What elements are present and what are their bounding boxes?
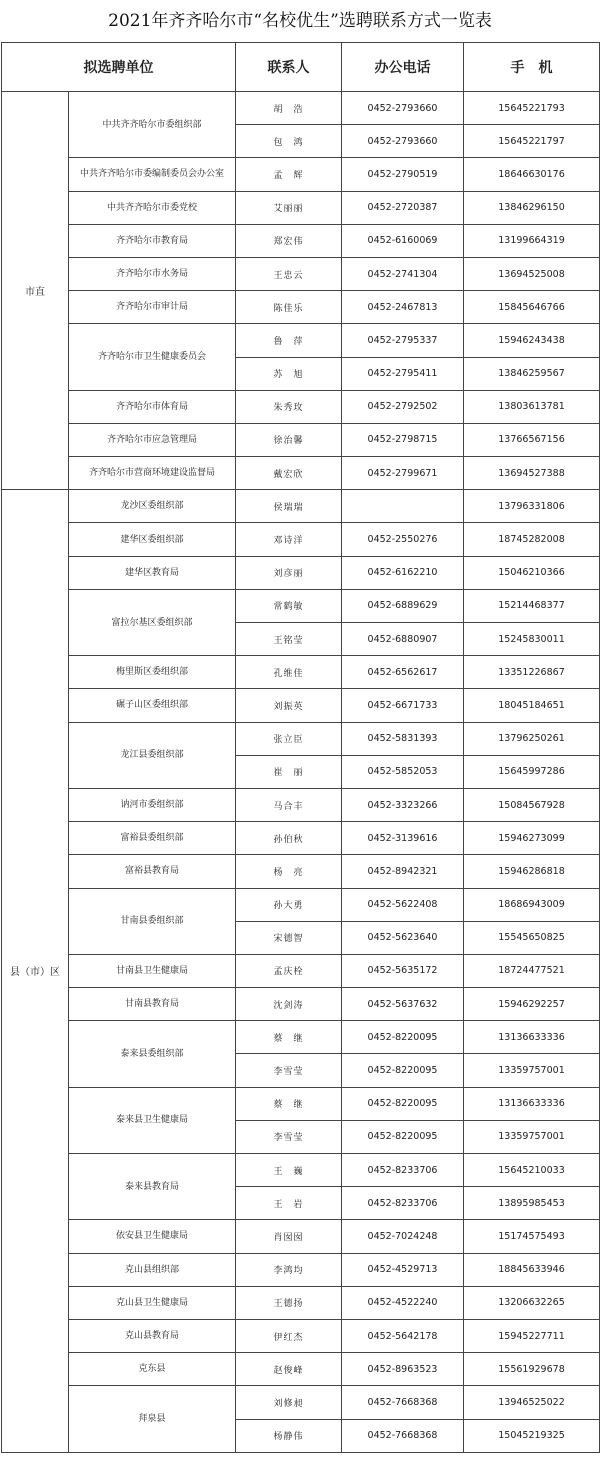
contact-person-cell: 孟庆栓 bbox=[236, 954, 342, 987]
contact-table bbox=[1, 42, 600, 1453]
office-phone-cell: 0452-2798715 bbox=[342, 423, 464, 456]
mobile-cell: 13796250261 bbox=[464, 722, 600, 755]
contact-person-cell: 沈剑涛 bbox=[236, 988, 342, 1021]
contact-person-cell: 郑宏伟 bbox=[236, 224, 342, 257]
unit-cell: 克山县卫生健康局 bbox=[69, 1286, 236, 1319]
office-phone-cell: 0452-2793660 bbox=[342, 92, 464, 125]
header-mobile: 手 机 bbox=[464, 43, 600, 92]
table-row bbox=[2, 390, 600, 423]
office-phone-cell: 0452-5637632 bbox=[342, 988, 464, 1021]
mobile-cell: 18845633946 bbox=[464, 1253, 600, 1286]
unit-cell: 泰来县委组织部 bbox=[69, 1021, 236, 1087]
mobile-cell: 13199664319 bbox=[464, 224, 600, 257]
mobile-cell: 15561929678 bbox=[464, 1353, 600, 1386]
mobile-cell: 15946292257 bbox=[464, 988, 600, 1021]
office-phone-cell: 0452-3323266 bbox=[342, 788, 464, 821]
office-phone-cell: 0452-6160069 bbox=[342, 224, 464, 257]
contact-person-cell: 李雪莹 bbox=[236, 1054, 342, 1087]
contact-person-cell: 王 岩 bbox=[236, 1187, 342, 1220]
mobile-cell: 15946243438 bbox=[464, 324, 600, 357]
office-phone-cell: 0452-2792502 bbox=[342, 390, 464, 423]
table-row bbox=[2, 1386, 600, 1419]
mobile-cell: 13766567156 bbox=[464, 423, 600, 456]
table-row bbox=[2, 1021, 600, 1054]
office-phone-cell: 0452-7668368 bbox=[342, 1419, 464, 1452]
unit-cell: 甘南县委组织部 bbox=[69, 888, 236, 954]
unit-cell: 富裕县教育局 bbox=[69, 855, 236, 888]
table-row bbox=[2, 523, 600, 556]
mobile-cell: 15245830011 bbox=[464, 623, 600, 656]
header-office-phone: 办公电话 bbox=[342, 43, 464, 92]
contact-person-cell: 杨 亮 bbox=[236, 855, 342, 888]
office-phone-cell: 0452-7668368 bbox=[342, 1386, 464, 1419]
table-row bbox=[2, 92, 600, 125]
mobile-cell: 15645997286 bbox=[464, 755, 600, 788]
unit-cell: 龙江县委组织部 bbox=[69, 722, 236, 788]
contact-person-cell: 侯瑞瑞 bbox=[236, 490, 342, 523]
mobile-cell: 15845646766 bbox=[464, 291, 600, 324]
table-body bbox=[2, 92, 600, 1453]
contact-person-cell: 肖囡囡 bbox=[236, 1220, 342, 1253]
office-phone-cell: 0452-2550276 bbox=[342, 523, 464, 556]
office-phone-cell: 0452-2790519 bbox=[342, 158, 464, 191]
contact-person-cell: 王 巍 bbox=[236, 1154, 342, 1187]
contact-person-cell: 崔 丽 bbox=[236, 755, 342, 788]
unit-cell: 泰来县教育局 bbox=[69, 1154, 236, 1220]
office-phone-cell: 0452-8220095 bbox=[342, 1087, 464, 1120]
office-phone-cell: 0452-6880907 bbox=[342, 623, 464, 656]
table-row bbox=[2, 291, 600, 324]
unit-cell: 建华区委组织部 bbox=[69, 523, 236, 556]
mobile-cell: 13946525022 bbox=[464, 1386, 600, 1419]
unit-cell: 中共齐齐哈尔市委组织部 bbox=[69, 92, 236, 158]
mobile-cell: 15945227711 bbox=[464, 1319, 600, 1352]
table-row bbox=[2, 988, 600, 1021]
mobile-cell: 13351226867 bbox=[464, 656, 600, 689]
contact-person-cell: 胡 浩 bbox=[236, 92, 342, 125]
mobile-cell: 13206632265 bbox=[464, 1286, 600, 1319]
contact-person-cell: 张立臣 bbox=[236, 722, 342, 755]
office-phone-cell: 0452-2720387 bbox=[342, 191, 464, 224]
office-phone-cell: 0452-5852053 bbox=[342, 755, 464, 788]
unit-cell: 克东县 bbox=[69, 1353, 236, 1386]
table-row bbox=[2, 324, 600, 357]
unit-cell: 建华区教育局 bbox=[69, 556, 236, 589]
mobile-cell: 15645210033 bbox=[464, 1154, 600, 1187]
mobile-cell: 13136633336 bbox=[464, 1087, 600, 1120]
contact-person-cell: 徐治馨 bbox=[236, 423, 342, 456]
table-row bbox=[2, 822, 600, 855]
contact-person-cell: 孟 辉 bbox=[236, 158, 342, 191]
unit-cell: 富裕县委组织部 bbox=[69, 822, 236, 855]
office-phone-cell: 0452-8220095 bbox=[342, 1054, 464, 1087]
contact-person-cell: 陈佳乐 bbox=[236, 291, 342, 324]
contact-person-cell: 朱秀玫 bbox=[236, 390, 342, 423]
office-phone-cell: 0452-5635172 bbox=[342, 954, 464, 987]
contact-person-cell: 艾丽丽 bbox=[236, 191, 342, 224]
table-row bbox=[2, 888, 600, 921]
contact-person-cell: 孙伯秋 bbox=[236, 822, 342, 855]
unit-cell: 拜泉县 bbox=[69, 1386, 236, 1452]
unit-cell: 齐齐哈尔市教育局 bbox=[69, 224, 236, 257]
table-row bbox=[2, 722, 600, 755]
contact-person-cell: 宋德智 bbox=[236, 921, 342, 954]
office-phone-cell: 0452-8220095 bbox=[342, 1021, 464, 1054]
mobile-cell: 15545650825 bbox=[464, 921, 600, 954]
table-row bbox=[2, 1154, 600, 1187]
contact-person-cell: 杨静伟 bbox=[236, 1419, 342, 1452]
office-phone-cell: 0452-5831393 bbox=[342, 722, 464, 755]
table-row bbox=[2, 589, 600, 622]
table-row bbox=[2, 224, 600, 257]
office-phone-cell: 0452-6562617 bbox=[342, 656, 464, 689]
contact-person-cell: 刘修昶 bbox=[236, 1386, 342, 1419]
table-row bbox=[2, 490, 600, 523]
mobile-cell: 13359757001 bbox=[464, 1054, 600, 1087]
contact-person-cell: 伊红杰 bbox=[236, 1319, 342, 1352]
unit-cell: 齐齐哈尔市体育局 bbox=[69, 390, 236, 423]
mobile-cell: 15174575493 bbox=[464, 1220, 600, 1253]
contact-person-cell: 马合丰 bbox=[236, 788, 342, 821]
contact-person-cell: 王德扬 bbox=[236, 1286, 342, 1319]
table-row bbox=[2, 191, 600, 224]
contact-person-cell: 李鸿均 bbox=[236, 1253, 342, 1286]
office-phone-cell: 0452-2741304 bbox=[342, 257, 464, 290]
office-phone-cell: 0452-7024248 bbox=[342, 1220, 464, 1253]
office-phone-cell: 0452-2467813 bbox=[342, 291, 464, 324]
page-title: 2021年齐齐哈尔市“名校优生”选聘联系方式一览表 bbox=[108, 11, 492, 31]
region-cell: 县（市）区 bbox=[2, 490, 69, 1452]
unit-cell: 甘南县教育局 bbox=[69, 988, 236, 1021]
contact-person-cell: 戴宏欣 bbox=[236, 457, 342, 490]
office-phone-cell: 0452-8233706 bbox=[342, 1187, 464, 1220]
office-phone-cell: 0452-8233706 bbox=[342, 1154, 464, 1187]
unit-cell: 中共齐齐哈尔市委党校 bbox=[69, 191, 236, 224]
office-phone-cell: 0452-2793660 bbox=[342, 125, 464, 158]
mobile-cell: 15214468377 bbox=[464, 589, 600, 622]
office-phone-cell: 0452-8942321 bbox=[342, 855, 464, 888]
contact-person-cell: 苏 旭 bbox=[236, 357, 342, 390]
table-row bbox=[2, 1286, 600, 1319]
unit-cell: 齐齐哈尔市审计局 bbox=[69, 291, 236, 324]
table-row bbox=[2, 158, 600, 191]
contact-person-cell: 李雪莹 bbox=[236, 1120, 342, 1153]
contact-person-cell: 孙大勇 bbox=[236, 888, 342, 921]
mobile-cell: 18045184651 bbox=[464, 689, 600, 722]
office-phone-cell: 0452-8963523 bbox=[342, 1353, 464, 1386]
office-phone-cell: 0452-4522240 bbox=[342, 1286, 464, 1319]
table-row bbox=[2, 556, 600, 589]
table-row bbox=[2, 1319, 600, 1352]
table-row bbox=[2, 1220, 600, 1253]
office-phone-cell: 0452-3139616 bbox=[342, 822, 464, 855]
mobile-cell: 13846259567 bbox=[464, 357, 600, 390]
contact-person-cell: 王忠云 bbox=[236, 257, 342, 290]
mobile-cell: 13803613781 bbox=[464, 390, 600, 423]
table-row bbox=[2, 954, 600, 987]
mobile-cell: 13694527388 bbox=[464, 457, 600, 490]
table-header-row bbox=[2, 43, 600, 92]
unit-cell: 齐齐哈尔市卫生健康委员会 bbox=[69, 324, 236, 390]
header-unit: 拟选聘单位 bbox=[2, 43, 236, 92]
unit-cell: 克山县教育局 bbox=[69, 1319, 236, 1352]
mobile-cell: 15946286818 bbox=[464, 855, 600, 888]
contact-person-cell: 蔡 继 bbox=[236, 1087, 342, 1120]
office-phone-cell: 0452-2795411 bbox=[342, 357, 464, 390]
contact-person-cell: 包 鸿 bbox=[236, 125, 342, 158]
contact-person-cell: 鲁 萍 bbox=[236, 324, 342, 357]
mobile-cell: 18745282008 bbox=[464, 523, 600, 556]
region-cell: 市直 bbox=[2, 92, 69, 490]
unit-cell: 碾子山区委组织部 bbox=[69, 689, 236, 722]
table-row bbox=[2, 257, 600, 290]
table-row bbox=[2, 855, 600, 888]
contact-person-cell: 常鹤敏 bbox=[236, 589, 342, 622]
unit-cell: 梅里斯区委组织部 bbox=[69, 656, 236, 689]
mobile-cell: 13796331806 bbox=[464, 490, 600, 523]
contact-person-cell: 赵俊峰 bbox=[236, 1353, 342, 1386]
unit-cell: 中共齐齐哈尔市委编制委员会办公室 bbox=[69, 158, 236, 191]
unit-cell: 泰来县卫生健康局 bbox=[69, 1087, 236, 1153]
contact-person-cell: 邓诗洋 bbox=[236, 523, 342, 556]
unit-cell: 龙沙区委组织部 bbox=[69, 490, 236, 523]
mobile-cell: 15084567928 bbox=[464, 788, 600, 821]
mobile-cell: 15946273099 bbox=[464, 822, 600, 855]
contact-person-cell: 孔维佳 bbox=[236, 656, 342, 689]
contact-person-cell: 王铭莹 bbox=[236, 623, 342, 656]
table-row bbox=[2, 1087, 600, 1120]
table-row bbox=[2, 689, 600, 722]
table-row bbox=[2, 788, 600, 821]
mobile-cell: 13694525008 bbox=[464, 257, 600, 290]
unit-cell: 齐齐哈尔市应急管理局 bbox=[69, 423, 236, 456]
office-phone-cell: 0452-5623640 bbox=[342, 921, 464, 954]
unit-cell: 依安县卫生健康局 bbox=[69, 1220, 236, 1253]
unit-cell: 讷河市委组织部 bbox=[69, 788, 236, 821]
contact-person-cell: 刘彦丽 bbox=[236, 556, 342, 589]
table-row bbox=[2, 457, 600, 490]
mobile-cell: 13359757001 bbox=[464, 1120, 600, 1153]
table-row bbox=[2, 656, 600, 689]
office-phone-cell: 0452-2795337 bbox=[342, 324, 464, 357]
office-phone-cell: 0452-5642178 bbox=[342, 1319, 464, 1352]
contact-person-cell: 蔡 继 bbox=[236, 1021, 342, 1054]
mobile-cell: 18646630176 bbox=[464, 158, 600, 191]
office-phone-cell: 0452-8220095 bbox=[342, 1120, 464, 1153]
mobile-cell: 15045219325 bbox=[464, 1419, 600, 1452]
unit-cell: 甘南县卫生健康局 bbox=[69, 954, 236, 987]
mobile-cell: 15046210366 bbox=[464, 556, 600, 589]
mobile-cell: 13136633336 bbox=[464, 1021, 600, 1054]
office-phone-cell: 0452-6889629 bbox=[342, 589, 464, 622]
unit-cell: 齐齐哈尔市营商环境建设监督局 bbox=[69, 457, 236, 490]
mobile-cell: 15645221797 bbox=[464, 125, 600, 158]
mobile-cell: 13895985453 bbox=[464, 1187, 600, 1220]
table-row bbox=[2, 1253, 600, 1286]
office-phone-cell: 0452-6162210 bbox=[342, 556, 464, 589]
mobile-cell: 18686943009 bbox=[464, 888, 600, 921]
unit-cell: 齐齐哈尔市水务局 bbox=[69, 257, 236, 290]
unit-cell: 克山县组织部 bbox=[69, 1253, 236, 1286]
mobile-cell: 15645221793 bbox=[464, 92, 600, 125]
office-phone-cell: 0452-4529713 bbox=[342, 1253, 464, 1286]
contact-person-cell: 刘振英 bbox=[236, 689, 342, 722]
mobile-cell: 13846296150 bbox=[464, 191, 600, 224]
table-row bbox=[2, 423, 600, 456]
office-phone-cell: 0452-2799671 bbox=[342, 457, 464, 490]
office-phone-cell bbox=[342, 490, 464, 523]
unit-cell: 富拉尔基区委组织部 bbox=[69, 589, 236, 655]
office-phone-cell: 0452-5622408 bbox=[342, 888, 464, 921]
mobile-cell: 18724477521 bbox=[464, 954, 600, 987]
header-contact-person: 联系人 bbox=[236, 43, 342, 92]
office-phone-cell: 0452-6671733 bbox=[342, 689, 464, 722]
table-row bbox=[2, 1353, 600, 1386]
